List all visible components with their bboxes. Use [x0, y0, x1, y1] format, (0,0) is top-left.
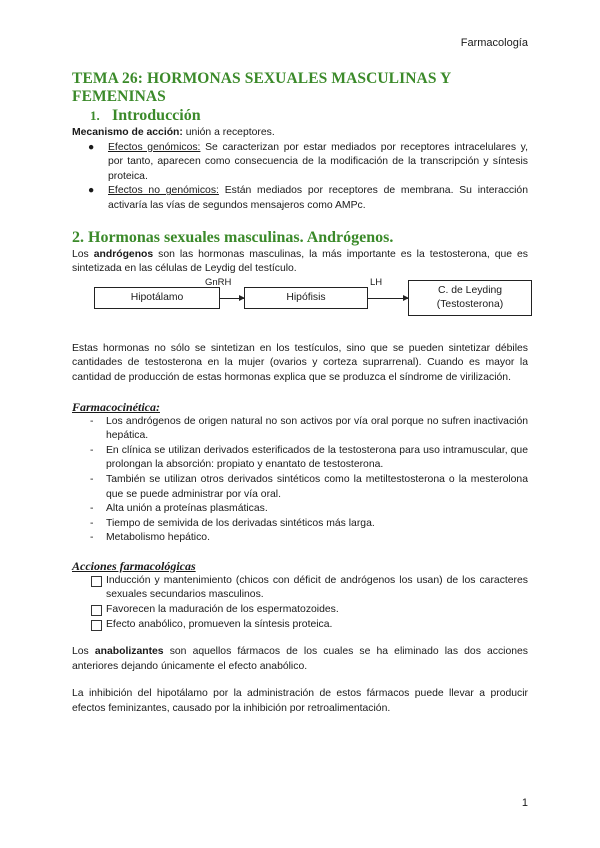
document-title: TEMA 26: HORMONAS SEXUALES MASCULINAS Y FEMENINAS	[72, 70, 451, 105]
effect-text: Se caracterizan por estar mediados por receptores intracelulares y, por tanto, aparecen como consecuencia de la modificación de la transcripción y síntesis proteica.	[108, 141, 528, 182]
list-item: Efecto anabólico, promueven la síntesis proteica.	[72, 618, 528, 633]
leydig-cells-box: C. de Leyding (Testosterona)	[408, 280, 532, 316]
section-1-title: Introducción	[112, 107, 201, 124]
mechanism-label: Mecanismo de acción:	[72, 127, 183, 138]
arrow-icon	[368, 298, 408, 299]
effect-text: Están mediados por receptores de membrana. Su interacción activaría las vías de segundos mensajeros como AMPc.	[108, 185, 528, 211]
bullet-icon: ●	[88, 185, 95, 197]
pharmacokinetics-heading: Farmacocinética:	[72, 399, 160, 414]
pharmacological-actions-heading: Acciones farmacológicas	[72, 558, 196, 573]
androgens-term: andrógenos	[93, 248, 154, 260]
page-content	[72, 70, 528, 717]
arrow-icon	[220, 298, 244, 299]
list-item: - Tiempo de semivida de los derivadas sintéticos más larga.	[90, 517, 375, 529]
page-number: 1	[521, 797, 528, 809]
header-subject: Farmacología	[460, 37, 528, 49]
list-item: Favorecen la maduración de los espermatozoides.	[72, 603, 528, 618]
checkbox-icon	[91, 605, 102, 616]
list-item: - También se utilizan otros derivados sintéticos como la metiltestosterona o la mesterolona que se puede administrar por vía oral.	[90, 473, 528, 500]
anabolic-term: anabolizantes	[94, 646, 164, 658]
androgens-intro: Los andrógenos son las hormonas masculinas, la más importante es la testosterona, que es sintetizada en las células de Leydig del testículo.	[72, 248, 529, 275]
bullet-icon: ●	[88, 141, 95, 153]
list-item	[72, 141, 528, 185]
list-item: - Alta unión a proteínas plasmáticas.	[90, 503, 268, 515]
actions-list	[72, 574, 528, 632]
gnrh-label: GnRH	[205, 276, 232, 288]
list-item: - Los andrógenos de origen natural no son activos por vía oral porque no sufren inactivación hepática.	[90, 415, 528, 442]
section-2-title: Hormonas sexuales masculinas. Andrógenos.	[88, 228, 394, 246]
mechanism-text: unión a receptores.	[182, 127, 275, 138]
checkbox-icon	[91, 620, 102, 631]
list-item	[72, 184, 528, 213]
section-1-heading	[72, 106, 528, 126]
effect-label: Efectos no genómicos:	[108, 185, 219, 197]
list-item: Inducción y mantenimiento (chicos con déficit de andrógenos los usan) de los caracteres sexuales secundarios masculinos.	[72, 574, 528, 603]
list-item: - En clínica se utilizan derivados esterificados de la testosterona para uso intramuscular, que prolongan la absorción: propiato y enantato de testosterona.	[90, 444, 528, 471]
anabolic-paragraph: Los anabolizantes son aquellos fármacos de los cuales se ha eliminado las dos acciones anteriores dejando únicamente el efecto anabólico.	[72, 646, 529, 672]
section-1-number: 1.	[90, 108, 100, 123]
pituitary-box: Hipófisis	[244, 287, 368, 309]
feminizing-paragraph: La inhibición del hipotálamo por la administración de estos fármacos puede llevar a producir efectos feminizantes, causado por la inhibición por retroalimentación.	[72, 688, 528, 715]
effects-list	[72, 141, 528, 214]
section-2-number: 2.	[72, 228, 84, 246]
checkbox-icon	[91, 576, 102, 587]
hypothalamus-box: Hipotálamo	[94, 287, 220, 309]
virilization-paragraph: Estas hormonas no sólo se sintetizan en los testículos, sino que se pueden sintetizar débiles cantidades de testosterona en la mujer (ovarios y corteza suprarrenal). Cuando es mayor la cantidad de producción de estas hormonas explica que se produzca el síndrome de virilización.	[72, 342, 528, 383]
pharmacokinetics-list	[72, 415, 528, 546]
lh-label: LH	[370, 276, 383, 288]
list-item: - Metabolismo hepático.	[90, 532, 210, 544]
effect-label: Efectos genómicos:	[108, 141, 201, 153]
mechanism-paragraph	[72, 126, 528, 141]
section-2-heading	[72, 228, 528, 248]
hormone-axis-diagram	[72, 277, 528, 337]
